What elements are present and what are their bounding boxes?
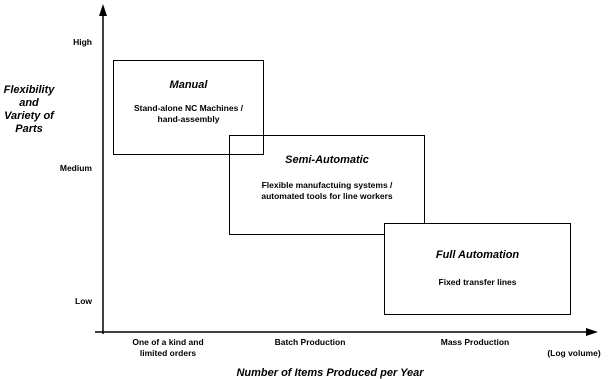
x-tick-one-of-a-kind xyxy=(118,337,218,359)
box-full-automation-title: Full Automation xyxy=(435,249,520,261)
box-manual-description: Stand-alone NC Machines / hand-assembly xyxy=(133,103,244,124)
box-semi-automatic-description: Flexible manufactuing systems / automated tools for line workers xyxy=(261,180,393,201)
x-axis-title: Number of Items Produced per Year xyxy=(236,367,424,379)
box-manual-title: Manual xyxy=(169,79,208,91)
y-tick-medium: Medium xyxy=(59,163,92,173)
x-axis-arrowhead xyxy=(586,328,598,336)
box-full-automation xyxy=(384,223,571,315)
x-tick-one-of-a-kind-text: One of a kind and limited orders xyxy=(132,337,204,358)
overlap-mask xyxy=(230,136,263,154)
y-tick-low: Low xyxy=(75,296,92,306)
x-tick-batch: Batch Production xyxy=(274,337,346,347)
y-tick-high: High xyxy=(73,37,92,47)
x-tick-mass: Mass Production xyxy=(440,337,510,347)
y-axis-title: Flexibility and Variety of Parts xyxy=(3,84,55,135)
x-axis-scale-note: (Log volume) xyxy=(547,348,601,358)
box-semi-automatic-title: Semi-Automatic xyxy=(285,154,369,166)
y-axis-arrowhead xyxy=(99,4,107,16)
box-full-automation-description: Fixed transfer lines xyxy=(438,277,517,287)
